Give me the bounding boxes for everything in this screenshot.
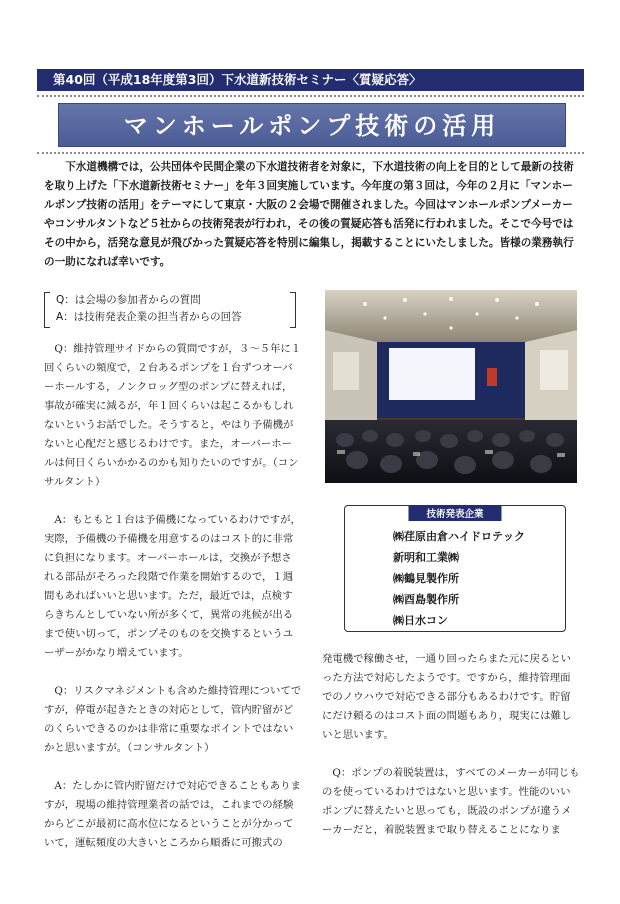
- left-column: [44, 340, 302, 872]
- dotted-divider-bottom: [37, 152, 584, 154]
- qa-paragraph: 発電機で稼働させ，一通り回ったらまた元に戻るといった方法で対応したようです。ですから，維持管理面でのノウハウで対応できる部分もあるわけです。貯留にだけ頼るのはコスト面の問題もあり，現実には難しいと思います。: [322, 653, 572, 741]
- seminar-photo: [325, 290, 577, 483]
- company-item: ㈱鶴見製作所: [393, 572, 459, 585]
- company-list: [393, 526, 525, 631]
- bracket-left: [44, 292, 50, 328]
- right-column: [322, 650, 580, 859]
- dotted-divider-top: [37, 95, 584, 97]
- legend-q: Q：は会場の参加者からの質問: [56, 294, 201, 306]
- qa-legend-text: [56, 292, 242, 326]
- series-header: 第40回（平成18年度第3回）下水道新技術セミナー〈質疑応答〉: [37, 69, 584, 91]
- company-item: ㈱荏原由倉ハイドロテック: [393, 530, 525, 543]
- presenting-companies-box: [344, 505, 566, 632]
- qa-paragraph: A：たしかに管内貯留だけで対応できることもありますが，現場の維持管理業者の話では，これまでの経験からどこが最初に高水位になるということが分かっていて，運転頻度の大きいところから順番に可搬式の: [44, 780, 301, 849]
- companies-heading: 技術発表企業: [408, 505, 501, 521]
- qa-paragraph: A：もともと１台は予備機になっているわけですが，実際，予備機の予備機を用意するのはコスト的に非常に負担になります。オーバーホールは，交換が予想される部品がそろった段階で作業を開始するので，１週間もあればいいと思います。ただ，最近では，点検すらきちんとしていない所が多くて，異常の兆候が出るまで使い切って，ポンプそのものを交換するというユーザーがかなり増えています。: [44, 514, 301, 659]
- qa-legend: [44, 292, 296, 326]
- seminar-hall-illustration: [325, 290, 577, 483]
- company-item: ㈱酉島製作所: [393, 593, 459, 606]
- intro-text: 下水道機構では，公共団体や民間企業の下水道技術者を対象に，下水道技術の向上を目的として最新の技術を取り上げた「下水道新技術セミナー」を年３回実施しています。今年度の第３回は，今年の２月に「マンホールポンプ技術の活用」をテーマにして東京・大阪の２会場で開催されました。今回はマンホールポンプメーカーやコンサルタントなど５社からの技術発表が行われ，その後の質疑応答も活発に行われました。そこで今号ではその中から，活発な意見が飛びかった質疑応答を特別に編集し，掲載することにいたしました。皆様の業務執行の一助になれば幸いです。: [44, 161, 574, 268]
- company-item: 新明和工業㈱: [393, 551, 459, 564]
- bracket-right: [290, 292, 296, 328]
- intro-paragraph: [44, 158, 579, 272]
- qa-paragraph: Q：リスクマネジメントも含めた維持管理についてですが，停電が起きたときの対応として，管内貯留がどのくらいできるのかは非常に重要なポイントではないかと思いますが。（コンサルタント）: [44, 685, 302, 754]
- company-item: ㈱日水コン: [393, 614, 448, 627]
- legend-a: A：は技術発表企業の担当者からの回答: [56, 311, 242, 323]
- qa-paragraph: Q：維持管理サイドからの質問ですが，３～５年に１回くらいの頻度で，２台あるポンプを１台ずつオーバーホールする，ノンクロッグ型のポンプに替えれば，事故が確実に減るが，年１回くらいは起こるかもしれないというお話でした。そうすると，やはり予備機がないと心配だと感じるわけです。また，オーバーホールは何日くらいかかるのかも知りたいのですが。（コンサルタント）: [44, 343, 302, 488]
- page-title: マンホールポンプ技術の活用: [58, 103, 566, 147]
- qa-paragraph: Q：ポンプの着脱装置は，すべてのメーカーが同じものを使っているわけではないと思います。性能のいいポンプに替えたいと思っても，既設のポンプが違うメーカーだと，着脱装置まで取り替えることになりま: [322, 767, 580, 836]
